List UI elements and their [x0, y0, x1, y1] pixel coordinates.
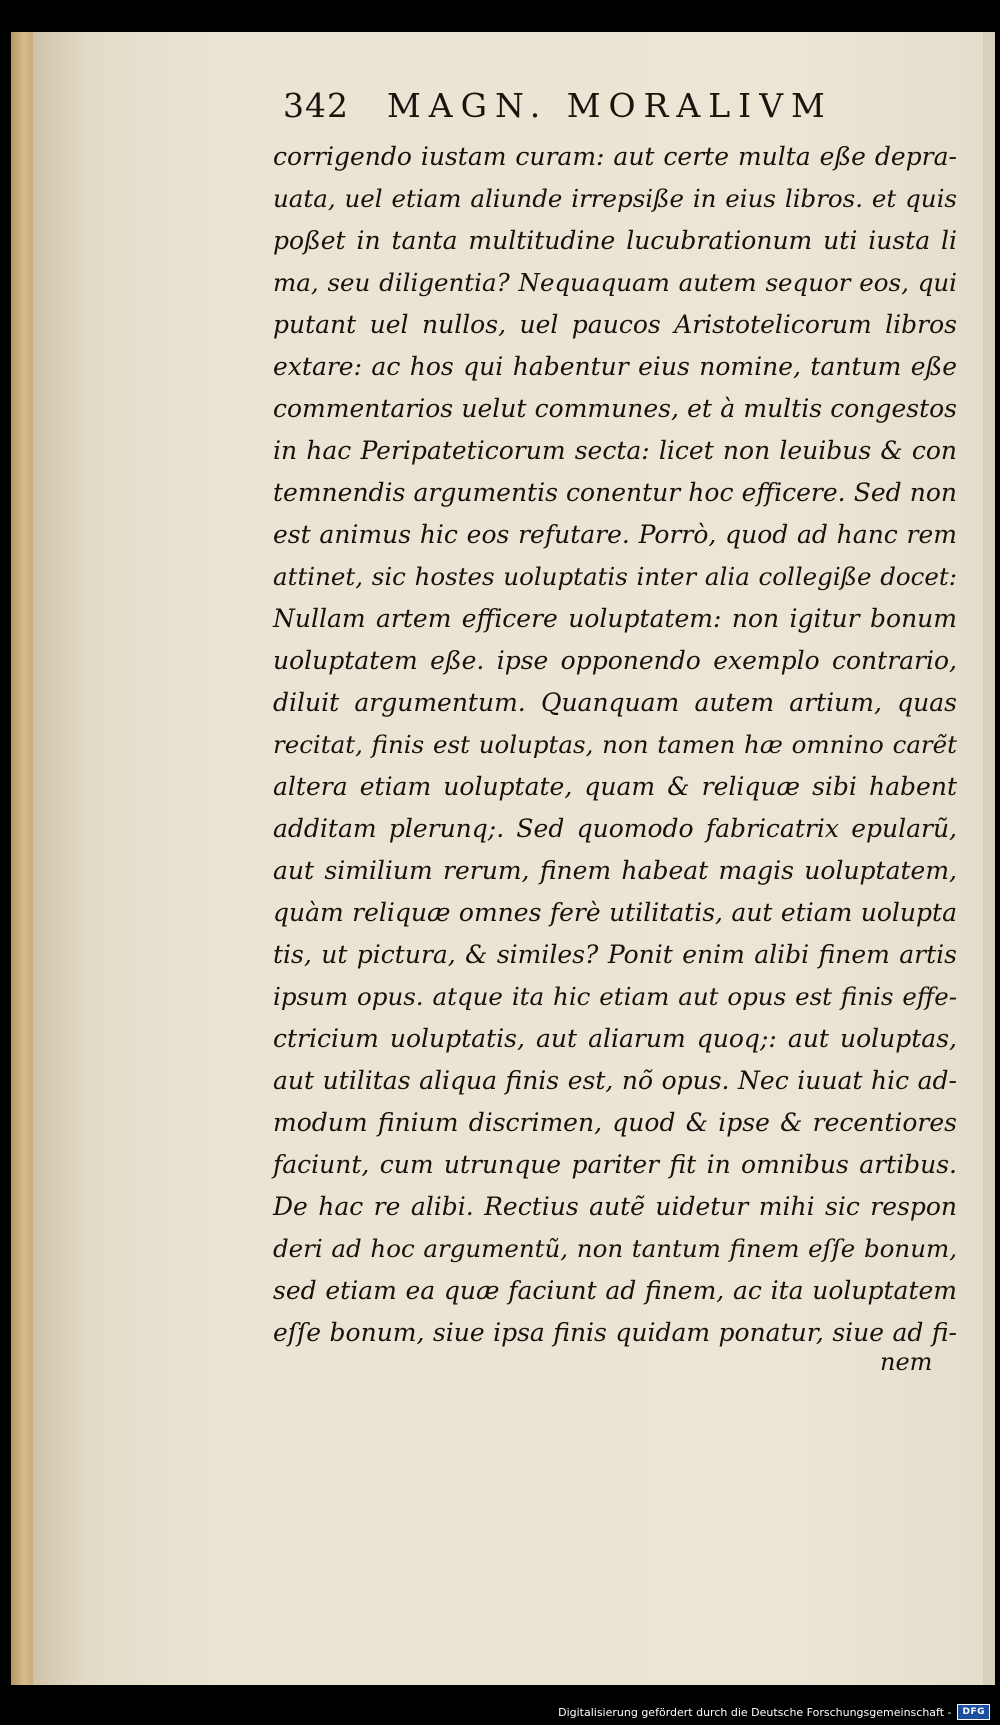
text-line: ctricium uoluptatis, aut aliarum quoq;: aut uoluptas, — [273, 1024, 957, 1053]
text-line: eſſe bonum, siue ipsa finis quidam ponatur, siue ad fi- — [273, 1318, 957, 1347]
text-line: aut similium rerum, finem habeat magis uoluptatem, — [273, 856, 957, 885]
dfg-logo-icon: DFG — [957, 1704, 990, 1720]
text-line: De hac re alibi. Rectius autẽ uidetur mihi sic respon — [273, 1192, 957, 1221]
text-line: tis, ut pictura, & similes? Ponit enim alibi finem artis — [273, 940, 957, 969]
text-line: est animus hic eos refutare. Porrò, quod ad hanc rem — [273, 520, 957, 549]
body-text — [273, 136, 957, 1354]
text-line: in hac Peripateticorum secta: licet non leuibus & con — [273, 436, 957, 465]
running-head — [283, 86, 903, 130]
page-fore-edge — [11, 32, 33, 1685]
text-line: commentarios uelut communes, et à multis congestos — [273, 394, 957, 423]
text-line: recitat, finis est uoluptas, non tamen hæ omnino carẽt — [273, 730, 957, 759]
text-line: extare: ac hos qui habentur eius nomine, tantum eße — [273, 352, 957, 381]
text-line: modum finium discrimen, quod & ipse & recentiores — [273, 1108, 957, 1137]
text-line: deri ad hoc argumentũ, non tantum finem eſſe bonum, — [273, 1234, 957, 1263]
text-line: Nullam artem efficere uoluptatem: non igitur bonum — [273, 604, 957, 633]
page-right-rim — [983, 32, 995, 1685]
text-line: additam plerunq;. Sed quomodo fabricatrix epularũ, — [273, 814, 957, 843]
text-line: quàm reliquæ omnes ferè utilitatis, aut etiam uolupta — [273, 898, 957, 927]
text-line: uata, uel etiam aliunde irrepsiße in eius libros. et quis — [273, 184, 957, 213]
text-line: altera etiam uoluptate, quam & reliquæ sibi habent — [273, 772, 957, 801]
text-line: ma, seu diligentia? Nequaquam autem sequor eos, qui — [273, 268, 957, 297]
credit-text: Digitalisierung gefördert durch die Deutsche Forschungsgemeinschaft - — [558, 1705, 952, 1719]
text-line: attinet, sic hostes uoluptatis inter alia collegiße docet: — [273, 562, 957, 591]
text-line: ipsum opus. atque ita hic etiam aut opus est finis effe- — [273, 982, 957, 1011]
text-line: corrigendo iustam curam: aut certe multa eße depra- — [273, 142, 957, 171]
text-line: diluit argumentum. Quanquam autem artium, quas — [273, 688, 957, 717]
text-line: temnendis argumentis conentur hoc efficere. Sed non — [273, 478, 957, 507]
page-number: 342 — [283, 86, 349, 125]
text-line: putant uel nullos, uel paucos Aristotelicorum libros — [273, 310, 957, 339]
text-line: faciunt, cum utrunque pariter fit in omnibus artibus. — [273, 1150, 957, 1179]
running-head-title: MAGN. MORALIVM — [387, 86, 833, 125]
text-line: aut utilitas aliqua finis est, nõ opus. Nec iuuat hic ad- — [273, 1066, 957, 1095]
catchword: nem — [880, 1348, 933, 1376]
digitization-credit — [558, 1702, 990, 1722]
text-line: uoluptatem eße. ipse opponendo exemplo contrario, — [273, 646, 957, 675]
text-line: sed etiam ea quæ faciunt ad finem, ac ita uoluptatem — [273, 1276, 957, 1305]
text-line: poßet in tanta multitudine lucubrationum uti iusta li — [273, 226, 957, 255]
